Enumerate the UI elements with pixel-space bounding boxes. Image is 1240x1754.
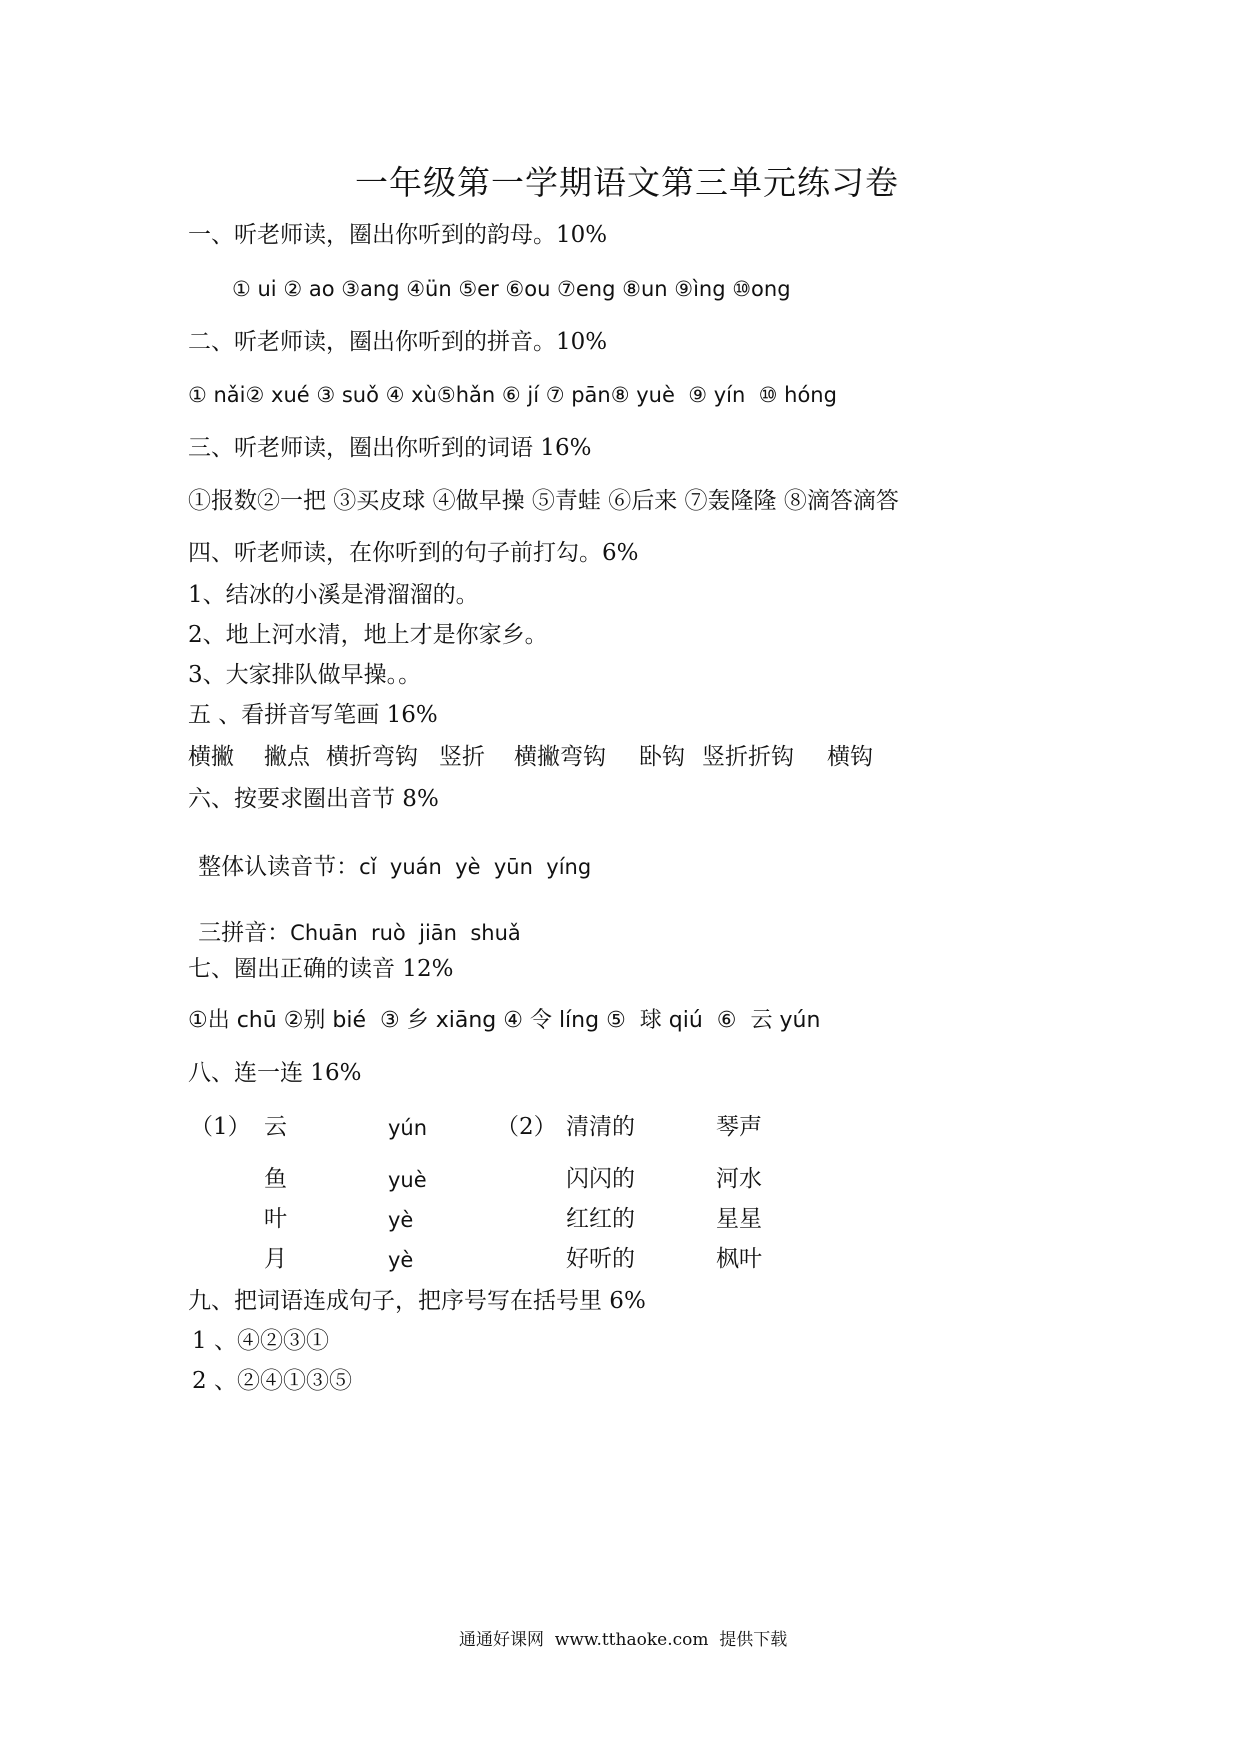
section-8-heading: 八、连一连 16% bbox=[188, 1060, 362, 1086]
whole-syllables-line bbox=[188, 840, 591, 879]
triple-pinyin-line bbox=[188, 906, 521, 945]
stroke-item: 横钩 bbox=[827, 744, 873, 770]
section-7-heading: 七、圈出正确的读音 12% bbox=[188, 956, 454, 982]
triple-pinyin-label: 三拼音： bbox=[198, 920, 291, 946]
section-7-options: ①出 chū ②别 bié ③ 乡 xiāng ④ 令 líng ⑤ 球 qiú ⑥ 云 yún bbox=[188, 1008, 821, 1033]
section-1-heading: 一、听老师读，圈出你听到的韵母。10% bbox=[188, 222, 608, 248]
match-noun: 星星 bbox=[716, 1206, 762, 1232]
section-1-options: ① ui ② ao ③ang ④ün ⑤er ⑥ou ⑦eng ⑧un ⑨ìng ⑩ong bbox=[232, 277, 791, 301]
sentence-3: 3、大家排队做早操。。 bbox=[188, 662, 422, 688]
section-6-heading: 六、按要求圈出音节 8% bbox=[188, 786, 439, 812]
match-char: 鱼 bbox=[264, 1166, 287, 1192]
match-pinyin: yè bbox=[388, 1248, 414, 1272]
section-3-options: ①报数②一把 ③买皮球 ④做早操 ⑤青蛙 ⑥后来 ⑦轰隆隆 ⑧滴答滴答 bbox=[188, 488, 899, 514]
section-5-heading: 五 、看拼音写笔画 16% bbox=[188, 702, 438, 728]
section-4-heading: 四、听老师读，在你听到的句子前打勾。6% bbox=[188, 540, 639, 566]
match-noun: 枫叶 bbox=[716, 1246, 762, 1272]
match-part-2-label: （2） bbox=[496, 1114, 557, 1140]
match-noun: 河水 bbox=[716, 1166, 762, 1192]
whole-syllables-label: 整体认读音节： bbox=[198, 854, 360, 880]
page-title: 一年级第一学期语文第三单元练习卷 bbox=[355, 163, 899, 202]
section-3-heading: 三、听老师读，圈出你听到的词语 16% bbox=[188, 435, 592, 461]
match-adjective: 红红的 bbox=[566, 1206, 635, 1232]
stroke-item: 撇点 bbox=[264, 744, 310, 770]
triple-pinyin-items: Chuān ruò jiān shuǎ bbox=[290, 921, 521, 945]
section-2-options: ① nǎi② xué ③ suǒ ④ xù⑤hǎn ⑥ jí ⑦ pān⑧ yuè ⑨ yín ⑩ hóng bbox=[188, 383, 837, 407]
stroke-item: 竖折折钩 bbox=[702, 744, 794, 770]
section-9-heading: 九、把词语连成句子，把序号写在括号里 6% bbox=[188, 1288, 646, 1314]
stroke-item: 横折弯钩 bbox=[326, 744, 418, 770]
section-2-heading: 二、听老师读，圈出你听到的拼音。10% bbox=[188, 329, 608, 355]
match-pinyin: yè bbox=[388, 1208, 414, 1232]
answer-line-2: 2 、②④①③⑤ bbox=[192, 1368, 352, 1394]
match-adjective: 闪闪的 bbox=[566, 1166, 635, 1192]
match-part-1-label: （1） bbox=[190, 1114, 251, 1140]
match-adjective: 好听的 bbox=[566, 1246, 635, 1272]
match-char: 叶 bbox=[264, 1206, 287, 1232]
footer-credit: 通通好课网 www.tthaoke.com 提供下载 bbox=[459, 1630, 788, 1650]
match-char: 云 bbox=[264, 1114, 287, 1140]
stroke-item: 卧钩 bbox=[639, 744, 685, 770]
match-adjective: 清清的 bbox=[566, 1114, 635, 1140]
stroke-item: 横撇 bbox=[188, 744, 234, 770]
match-pinyin: yún bbox=[388, 1116, 428, 1140]
match-noun: 琴声 bbox=[716, 1114, 762, 1140]
sentence-1: 1、结冰的小溪是滑溜溜的。 bbox=[188, 582, 479, 608]
whole-syllables-items: cǐ yuán yè yūn yíng bbox=[359, 855, 592, 879]
sentence-2: 2、地上河水清，地上才是你家乡。 bbox=[188, 622, 548, 648]
stroke-item: 横撇弯钩 bbox=[514, 744, 606, 770]
match-char: 月 bbox=[264, 1246, 287, 1272]
answer-line-1: 1 、④②③① bbox=[192, 1328, 329, 1354]
stroke-item: 竖折 bbox=[439, 744, 485, 770]
match-pinyin: yuè bbox=[388, 1168, 427, 1192]
